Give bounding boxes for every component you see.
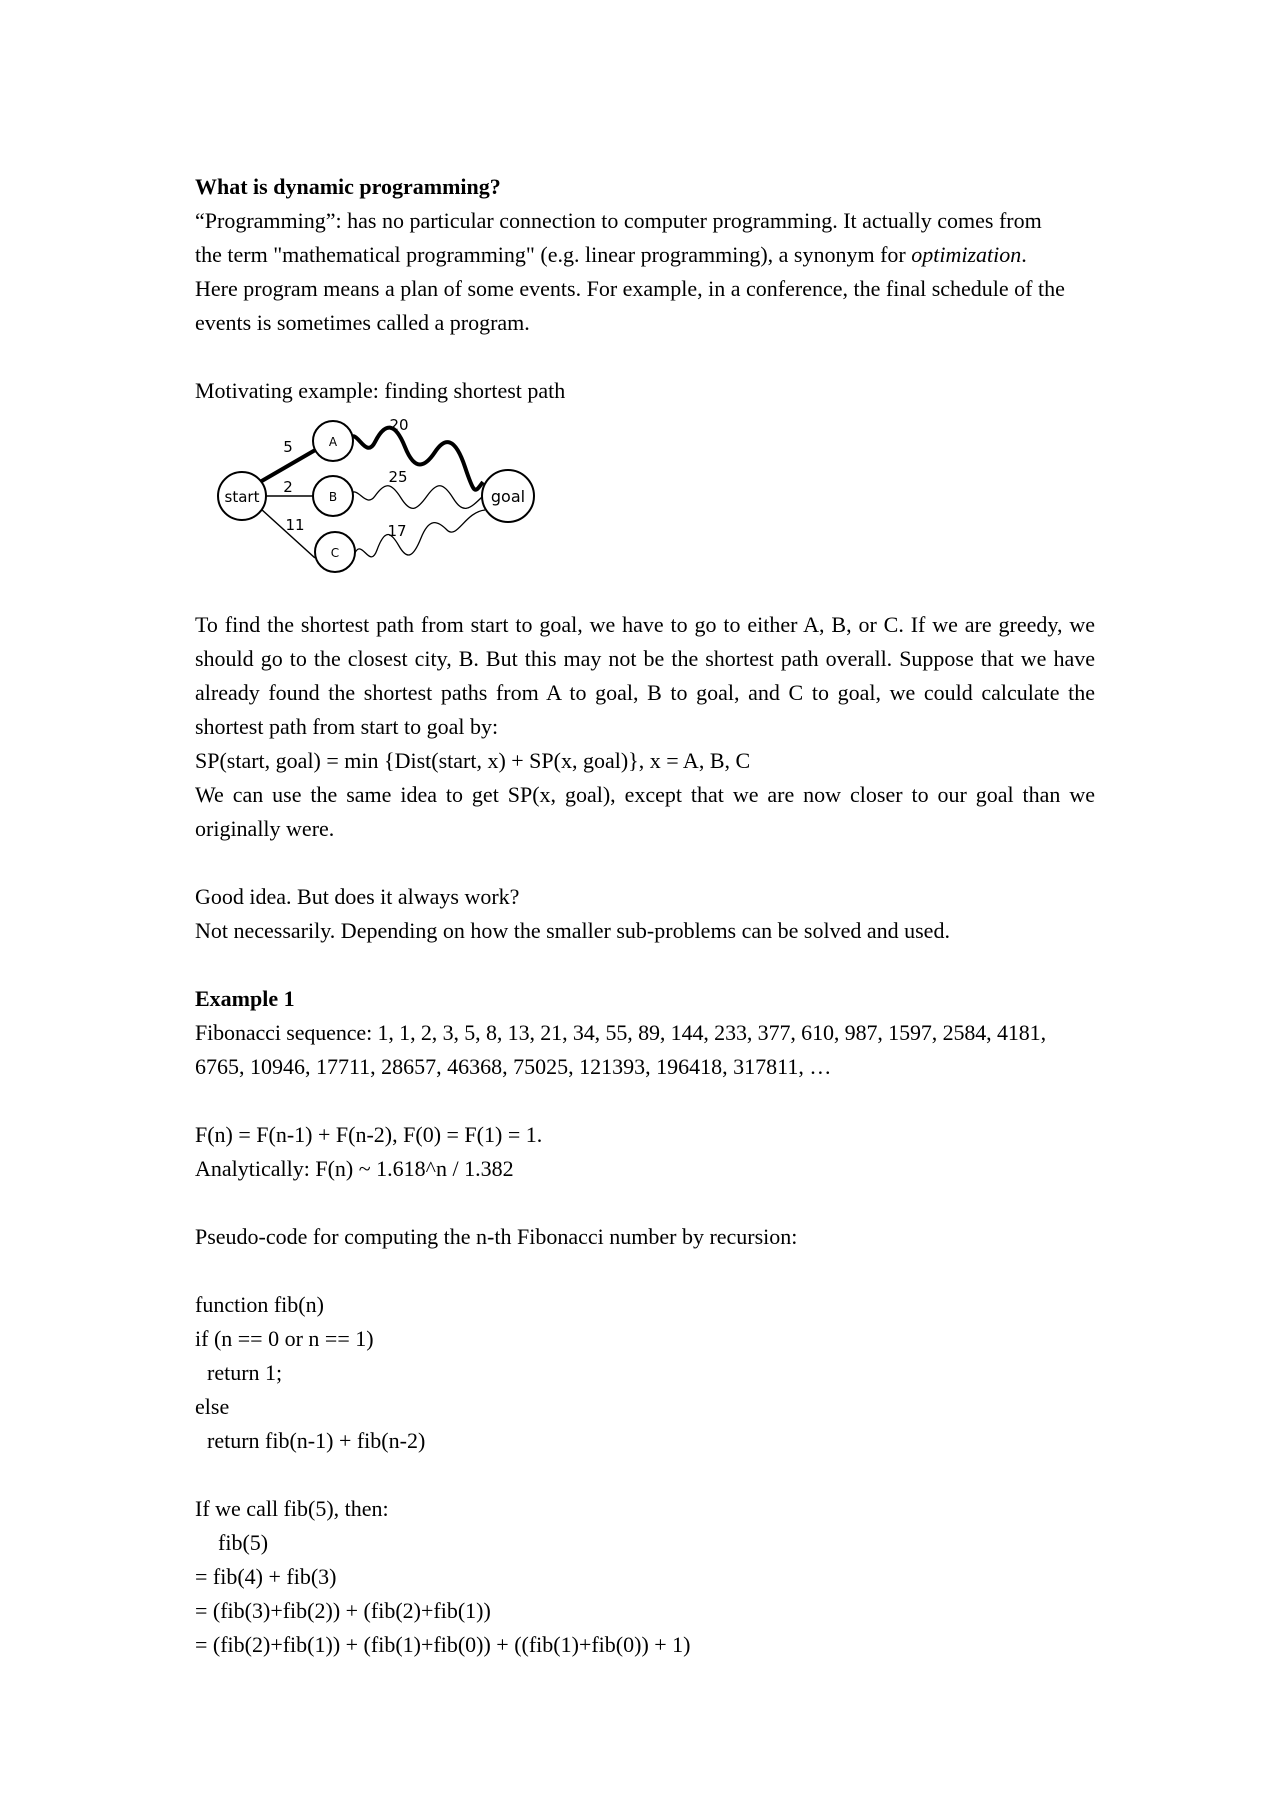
intro-line-2 [195,238,1095,272]
edge-b-goal [349,486,483,509]
same-idea-paragraph: We can use the same idea to get SP(x, goal), except that we are now closer to our goal than we originally were. [195,782,1095,841]
edge-c-goal [353,510,485,558]
call-intro: If we call fib(5), then: [195,1496,389,1521]
fib-analytic: Analytically: F(n) ~ 1.618^n / 1.382 [195,1156,514,1181]
intro-line-3: Here program means a plan of some events. For example, in a conference, the final schedule of the [195,276,1065,301]
edge-label-a-goal: 20 [389,416,409,434]
fib-sequence-line-2: 6765, 10946, 17711, 28657, 46368, 75025, 121393, 196418, 317811, … [195,1054,832,1079]
motivating-label: Motivating example: finding shortest path [195,378,566,403]
node-start-label: start [224,488,260,506]
node-b-label: B [328,490,338,504]
intro-line-4: events is sometimes called a program. [195,310,530,335]
fib-recurrence: F(n) = F(n-1) + F(n-2), F(0) = F(1) = 1. [195,1122,543,1147]
node-goal-label: goal [490,487,526,506]
edge-label-b-goal: 25 [388,468,408,486]
pseudo-code-intro: Pseudo-code for computing the n-th Fibonacci number by recursion: [195,1224,798,1249]
fib-sequence-line-1: Fibonacci sequence: 1, 1, 2, 3, 5, 8, 13, 21, 34, 55, 89, 144, 233, 377, 610, 987, 1597, 2584, 4181, [195,1020,1046,1045]
document-page [195,170,1095,1662]
example1-heading: Example 1 [195,986,295,1011]
expansion-line-1: fib(5) [218,1530,269,1555]
code-line-1: function fib(n) [195,1292,324,1317]
intro-emphasis: optimization [911,242,1022,267]
intro-emphasis-tail: . [1021,242,1027,267]
node-a-label: A [328,435,338,449]
expansion-line-4: = (fib(2)+fib(1)) + (fib(1)+fib(0)) + ((fib(1)+fib(0)) + 1) [195,1632,691,1657]
sp-formula: SP(start, goal) = min {Dist(start, x) + SP(x, goal)}, x = A, B, C [195,748,751,773]
code-line-4: else [195,1394,230,1419]
shortest-path-diagram [215,412,545,592]
not-necessarily-line: Not necessarily. Depending on how the smaller sub-problems can be solved and used. [195,918,950,943]
edge-label-start-c: 11 [285,516,305,534]
expansion-line-2: = fib(4) + fib(3) [195,1564,337,1589]
code-line-2: if (n == 0 or n == 1) [195,1326,374,1351]
expansion-line-3: = (fib(3)+fib(2)) + (fib(2)+fib(1)) [195,1598,491,1623]
edge-label-start-a: 5 [283,438,293,456]
section-heading-dp: What is dynamic programming? [195,174,501,199]
code-line-5: return fib(n-1) + fib(n-2) [207,1428,426,1453]
edge-label-start-b: 2 [283,478,293,496]
good-idea-line: Good idea. But does it always work? [195,884,520,909]
greedy-paragraph: To find the shortest path from start to goal, we have to go to either A, B, or C. If we are greedy, we should go to the closest city, B. But this may not be the shortest path overall. Suppose that we have already found the shortest paths from A to goal, B to goal, and C to goal, we could calculate the shortest path from start to goal by: [195,612,1095,739]
intro-line-1: “Programming”: has no particular connection to computer programming. It actually comes from [195,208,1042,233]
edge-label-c-goal: 17 [387,522,407,540]
node-c-label: C [330,546,340,560]
code-line-3: return 1; [207,1360,283,1385]
edge-a-goal [349,428,483,490]
intro-line-2-text: the term "mathematical programming" (e.g. linear programming), a synonym for [195,242,912,267]
